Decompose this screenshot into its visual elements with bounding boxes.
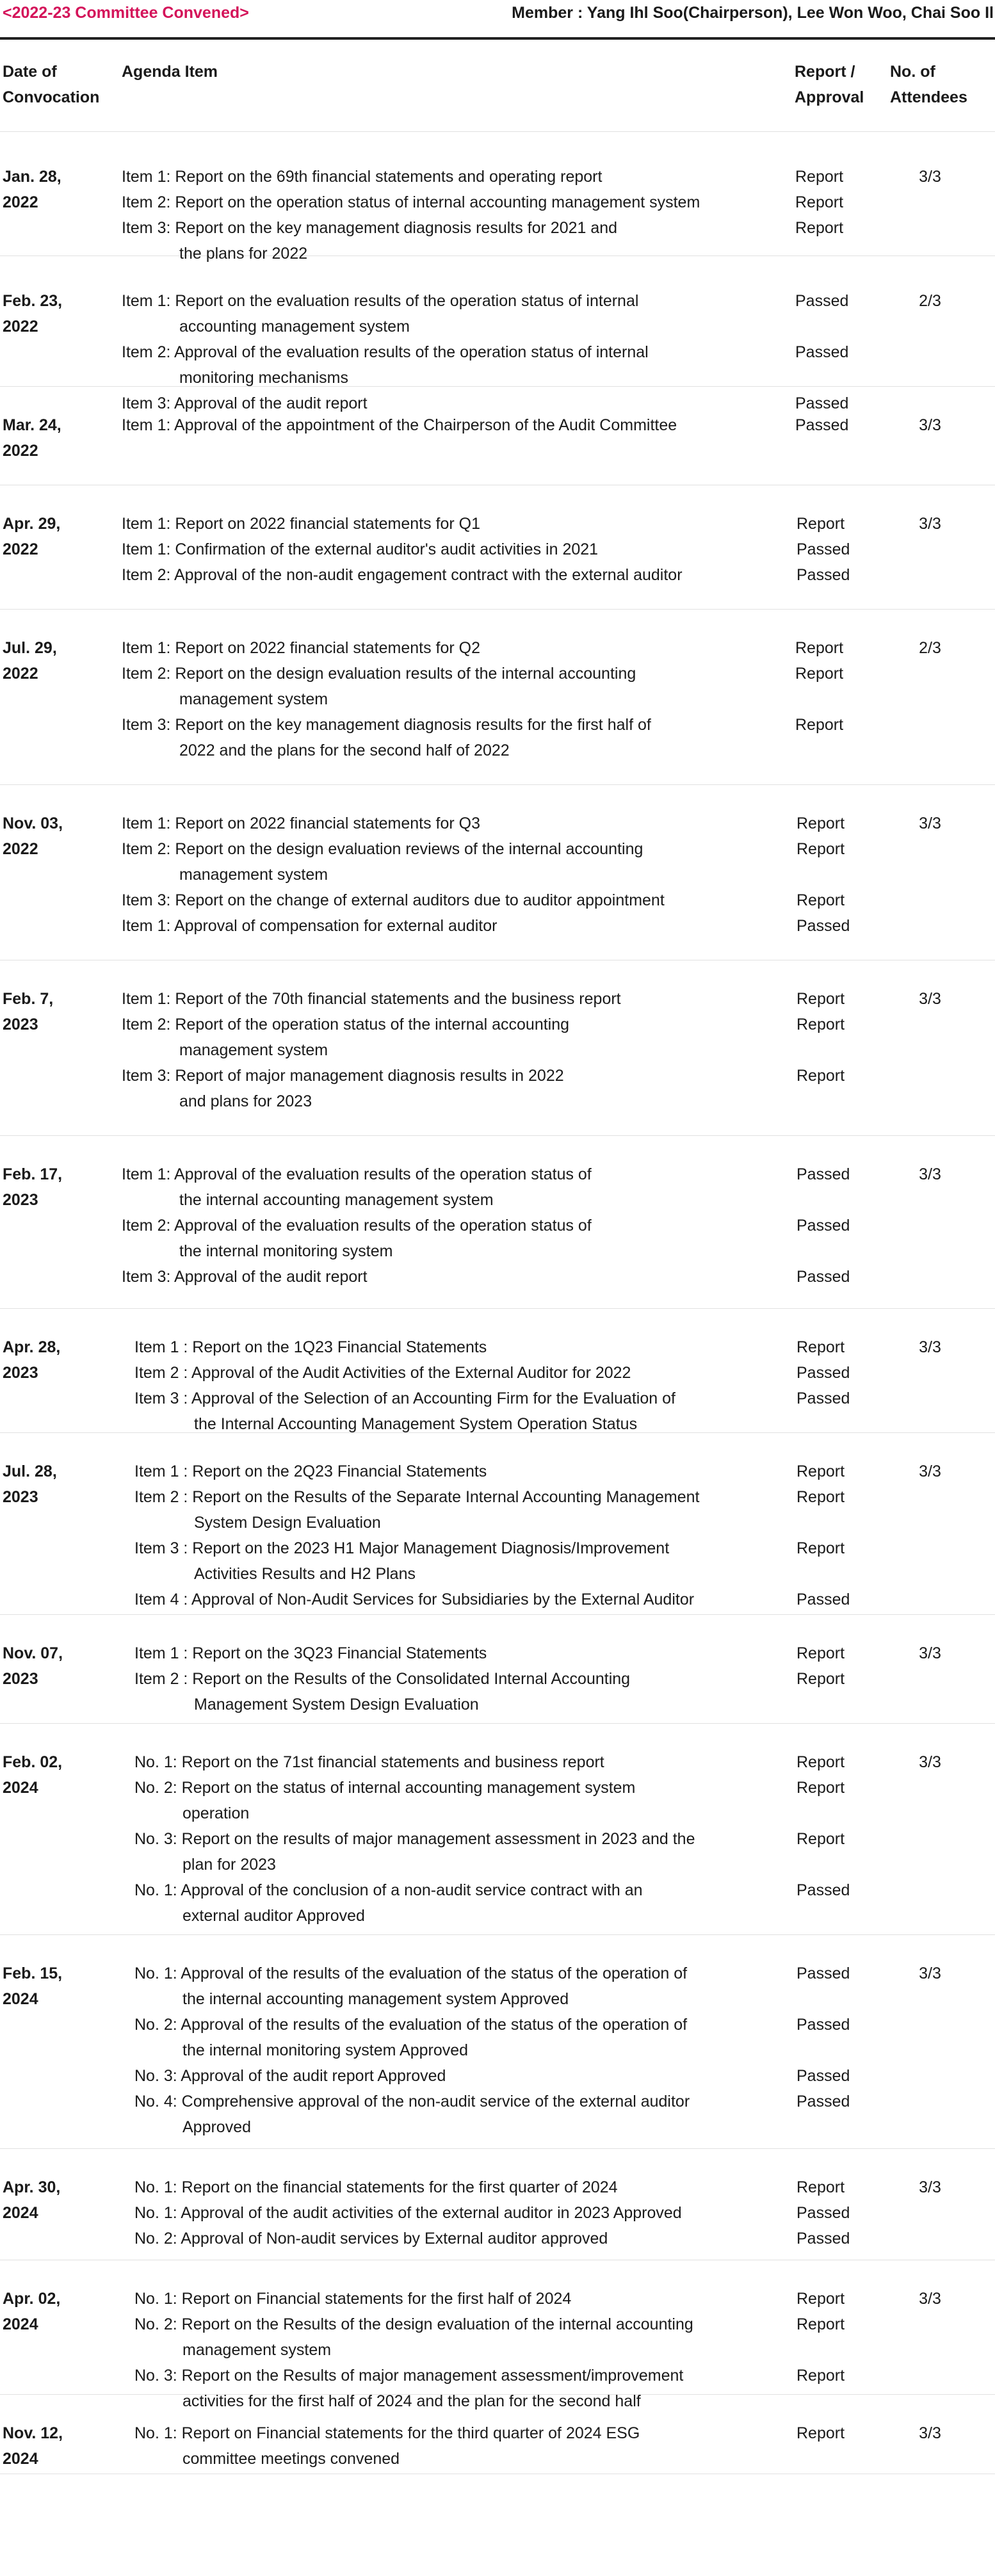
agenda-status: Passed (795, 292, 849, 310)
meeting-date: Jul. 29, 2022 (3, 639, 57, 683)
agenda-status: Passed (797, 1591, 850, 1608)
table-header (0, 40, 995, 132)
agenda-item: Item 2: Report on the operation status of internal accounting management system (122, 193, 700, 211)
agenda-status: Passed (797, 1364, 850, 1382)
meeting-row (0, 2149, 995, 2260)
agenda-item-continuation: 2022 and the plans for the second half of 2022 (179, 741, 510, 759)
attendee-count: 3/3 (919, 2290, 941, 2308)
meeting-row (0, 132, 995, 263)
agenda-status: Passed (797, 1165, 850, 1183)
meeting-row (0, 2395, 995, 2474)
meeting-row (0, 2260, 995, 2410)
agenda-item: Item 3: Report on the key management diagnosis results for the first half of (122, 716, 651, 734)
agenda-item: No. 1: Approval of the audit activities of the external auditor in 2023 Approved (134, 2204, 682, 2222)
attendee-count: 3/3 (919, 990, 941, 1008)
agenda-item: Item 1: Report on 2022 financial statements for Q3 (122, 814, 481, 832)
committee-title: <2022-23 Committee Convened> (3, 4, 249, 22)
agenda-item: Item 1: Approval of the appointment of the Chairperson of the Audit Committee (122, 416, 677, 434)
agenda-status: Report (797, 1779, 845, 1797)
attendee-count: 3/3 (919, 416, 941, 434)
agenda-status: Report (797, 515, 845, 533)
meeting-date: Feb. 7, 2023 (3, 990, 54, 1033)
agenda-status: Report (797, 1488, 845, 1506)
agenda-item: No. 1: Report on the 71st financial statements and business report (134, 1753, 604, 1771)
attendee-count: 2/3 (919, 639, 941, 657)
agenda-status: Report (795, 168, 844, 186)
meeting-date: Apr. 02, 2024 (3, 2290, 61, 2333)
agenda-item-continuation: the internal monitoring system Approved (182, 2041, 469, 2059)
agenda-item: Item 3: Report on the key management diagnosis results for 2021 and (122, 219, 618, 237)
attendee-count: 3/3 (919, 1338, 941, 1356)
attendee-count: 3/3 (919, 1165, 941, 1183)
agenda-item: Item 3: Report on the change of external auditors due to auditor appointment (122, 891, 665, 909)
meeting-row (0, 256, 995, 412)
agenda-item: No. 2: Approval of the results of the evaluation of the status of the operation of (134, 2016, 688, 2034)
attendee-count: 3/3 (919, 1753, 941, 1771)
agenda-status: Report (797, 1016, 845, 1033)
meeting-date: Apr. 30, 2024 (3, 2178, 61, 2222)
attendee-count: 3/3 (919, 2424, 941, 2442)
meeting-date: Feb. 23, 2022 (3, 292, 63, 336)
agenda-item: No. 2: Approval of Non-audit services by External auditor approved (134, 2230, 608, 2248)
agenda-item-continuation: the plans for 2022 (179, 245, 308, 263)
meeting-row (0, 1615, 995, 1724)
agenda-item: Item 3: Approval of the audit report (122, 394, 368, 412)
agenda-item: No. 3: Report on the results of major management assessment in 2023 and the (134, 1830, 695, 1848)
agenda-item-continuation: and plans for 2023 (179, 1092, 312, 1110)
agenda-item: Item 2: Report on the design evaluation reviews of the internal accounting (122, 840, 643, 858)
agenda-item: Item 1: Confirmation of the external auditor's audit activities in 2021 (122, 540, 599, 558)
agenda-status: Passed (797, 1268, 850, 1286)
agenda-status: Passed (797, 2230, 850, 2248)
agenda-item: No. 1: Report on the financial statements for the first quarter of 2024 (134, 2178, 618, 2196)
attendee-count: 3/3 (919, 2178, 941, 2196)
column-header-agenda: Agenda Item (122, 63, 218, 81)
agenda-status: Report (797, 891, 845, 909)
agenda-item: No. 1: Approval of the results of the evaluation of the status of the operation of (134, 1964, 688, 1982)
agenda-status: Passed (797, 2067, 850, 2085)
agenda-status: Passed (797, 1389, 850, 1407)
agenda-item: Item 3: Report of major management diagnosis results in 2022 (122, 1067, 564, 1085)
agenda-item-continuation: the Internal Accounting Management System Operation Status (194, 1415, 638, 1433)
agenda-item: Item 4 : Approval of Non-Audit Services for Subsidiaries by the External Auditor (134, 1591, 695, 1608)
agenda-status: Report (797, 840, 845, 858)
column-header-attendees: No. of Attendees (890, 63, 967, 106)
agenda-item-continuation: Management System Design Evaluation (194, 1696, 479, 1713)
meeting-row (0, 1136, 995, 1309)
attendee-count: 3/3 (919, 1462, 941, 1480)
agenda-status: Passed (797, 1881, 850, 1899)
agenda-item-continuation: activities for the first half of 2024 and the plan for the second half (182, 2392, 641, 2410)
agenda-item-continuation: management system (179, 690, 328, 708)
meeting-row (0, 1724, 995, 1935)
agenda-item-continuation: monitoring mechanisms (179, 369, 348, 387)
agenda-status: Report (797, 2367, 845, 2385)
agenda-status: Report (797, 2290, 845, 2308)
agenda-status: Passed (795, 416, 849, 434)
agenda-item: Item 3 : Report on the 2023 H1 Major Management Diagnosis/Improvement (134, 1539, 670, 1557)
agenda-item-continuation: the internal accounting management system Approved (182, 1990, 569, 2008)
agenda-item-continuation: the internal accounting management system (179, 1191, 494, 1209)
meeting-date: Feb. 02, 2024 (3, 1753, 63, 1797)
agenda-item: Item 1: Report on the evaluation results of the operation status of internal (122, 292, 639, 310)
agenda-status: Report (795, 639, 844, 657)
meeting-date: Apr. 28, 2023 (3, 1338, 61, 1382)
agenda-item: No. 4: Comprehensive approval of the non-audit service of the external auditor (134, 2093, 690, 2110)
agenda-item-continuation: external auditor Approved (182, 1907, 365, 1925)
agenda-status: Passed (797, 1964, 850, 1982)
agenda-item-continuation: System Design Evaluation (194, 1514, 381, 1532)
agenda-item: Item 3: Approval of the audit report (122, 1268, 368, 1286)
meeting-date: Nov. 12, 2024 (3, 2424, 63, 2468)
agenda-status: Report (797, 2315, 845, 2333)
agenda-item-continuation: management system (182, 2341, 332, 2359)
attendee-count: 3/3 (919, 515, 941, 533)
agenda-item-continuation: committee meetings convened (182, 2450, 400, 2468)
agenda-item: No. 2: Report on the Results of the design evaluation of the internal accounting (134, 2315, 693, 2333)
agenda-item: Item 1: Report on 2022 financial statements for Q1 (122, 515, 481, 533)
agenda-item: No. 2: Report on the status of internal accounting management system (134, 1779, 636, 1797)
agenda-status: Report (795, 219, 844, 237)
agenda-item: Item 2: Approval of the non-audit engagement contract with the external auditor (122, 566, 683, 584)
agenda-item: No. 1: Approval of the conclusion of a non-audit service contract with an (134, 1881, 643, 1899)
agenda-item: Item 2 : Approval of the Audit Activities of the External Auditor for 2022 (134, 1364, 631, 1382)
meeting-date: Jul. 28, 2023 (3, 1462, 57, 1506)
agenda-status: Report (797, 2424, 845, 2442)
meeting-row (0, 610, 995, 785)
attendee-count: 3/3 (919, 1964, 941, 1982)
agenda-status: Report (797, 1644, 845, 1662)
agenda-item: Item 1 : Report on the 2Q23 Financial Statements (134, 1462, 487, 1480)
agenda-item: Item 2 : Report on the Results of the Separate Internal Accounting Management (134, 1488, 700, 1506)
agenda-item: Item 1: Report on the 69th financial statements and operating report (122, 168, 603, 186)
agenda-status: Report (797, 1830, 845, 1848)
attendee-count: 3/3 (919, 814, 941, 832)
attendee-count: 2/3 (919, 292, 941, 310)
agenda-item: No. 1: Report on Financial statements for the third quarter of 2024 ESG (134, 2424, 640, 2442)
column-header-date: Date of Convocation (3, 63, 100, 106)
meeting-row (0, 960, 995, 1136)
agenda-item-continuation: management system (179, 866, 328, 884)
agenda-item: Item 2 : Report on the Results of the Consolidated Internal Accounting (134, 1670, 631, 1688)
attendee-count: 3/3 (919, 1644, 941, 1662)
meeting-row (0, 485, 995, 610)
agenda-status: Report (797, 1462, 845, 1480)
agenda-status: Report (797, 1539, 845, 1557)
agenda-item: Item 1: Approval of the evaluation results of the operation status of (122, 1165, 592, 1183)
attendee-count: 3/3 (919, 168, 941, 186)
meeting-date: Nov. 03, 2022 (3, 814, 63, 858)
agenda-status: Report (797, 1670, 845, 1688)
agenda-status: Passed (797, 917, 850, 935)
meeting-row (0, 387, 995, 485)
committee-members: Member : Yang Ihl Soo(Chairperson), Lee Won Woo, Chai Soo Il (512, 4, 994, 22)
meeting-date: Apr. 29, 2022 (3, 515, 61, 558)
meeting-date: Feb. 17, 2023 (3, 1165, 63, 1209)
meeting-date: Mar. 24, 2022 (3, 416, 61, 460)
agenda-status: Report (795, 665, 844, 683)
agenda-item: Item 1: Approval of compensation for external auditor (122, 917, 498, 935)
meeting-row (0, 785, 995, 960)
agenda-status: Passed (797, 540, 850, 558)
agenda-status: Report (797, 2178, 845, 2196)
meeting-row (0, 1433, 995, 1615)
meeting-date: Jan. 28, 2022 (3, 168, 61, 211)
agenda-item-continuation: the internal monitoring system (179, 1242, 393, 1260)
agenda-item-continuation: Approved (182, 2118, 252, 2136)
agenda-status: Report (797, 1338, 845, 1356)
agenda-item: Item 2: Approval of the evaluation results of the operation status of (122, 1217, 592, 1235)
agenda-status: Passed (797, 2093, 850, 2110)
agenda-status: Passed (797, 566, 850, 584)
agenda-item: Item 2: Report of the operation status of the internal accounting (122, 1016, 570, 1033)
agenda-status: Passed (795, 394, 849, 412)
agenda-item: Item 3 : Approval of the Selection of an Accounting Firm for the Evaluation of (134, 1389, 675, 1407)
agenda-item: Item 2: Report on the design evaluation results of the internal accounting (122, 665, 636, 683)
agenda-status: Report (795, 193, 844, 211)
agenda-status: Passed (797, 2016, 850, 2034)
agenda-status: Report (797, 1753, 845, 1771)
meeting-date: Feb. 15, 2024 (3, 1964, 63, 2008)
agenda-item-continuation: management system (179, 1041, 328, 1059)
agenda-status: Passed (795, 343, 849, 361)
agenda-item: Item 1: Report of the 70th financial statements and the business report (122, 990, 621, 1008)
agenda-status: Passed (797, 2204, 850, 2222)
agenda-status: Report (797, 1067, 845, 1085)
agenda-item: No. 3: Report on the Results of major management assessment/improvement (134, 2367, 684, 2385)
top-bar (0, 0, 995, 38)
agenda-item: Item 2: Approval of the evaluation results of the operation status of internal (122, 343, 649, 361)
meeting-row (0, 1309, 995, 1433)
agenda-item: No. 3: Approval of the audit report Approved (134, 2067, 446, 2085)
column-header-report-approval: Report / Approval (795, 63, 864, 106)
agenda-item: Item 1 : Report on the 3Q23 Financial Statements (134, 1644, 487, 1662)
agenda-item-continuation: operation (182, 1804, 250, 1822)
agenda-item-continuation: plan for 2023 (182, 1856, 276, 1874)
agenda-status: Passed (797, 1217, 850, 1235)
agenda-status: Report (797, 990, 845, 1008)
agenda-item: Item 1 : Report on the 1Q23 Financial Statements (134, 1338, 487, 1356)
meeting-date: Nov. 07, 2023 (3, 1644, 63, 1688)
agenda-status: Report (795, 716, 844, 734)
agenda-status: Report (797, 814, 845, 832)
agenda-item: No. 1: Report on Financial statements for the first half of 2024 (134, 2290, 572, 2308)
agenda-item-continuation: Activities Results and H2 Plans (194, 1565, 416, 1583)
agenda-item: Item 1: Report on 2022 financial statements for Q2 (122, 639, 481, 657)
meeting-row (0, 1935, 995, 2149)
agenda-item-continuation: accounting management system (179, 318, 410, 336)
